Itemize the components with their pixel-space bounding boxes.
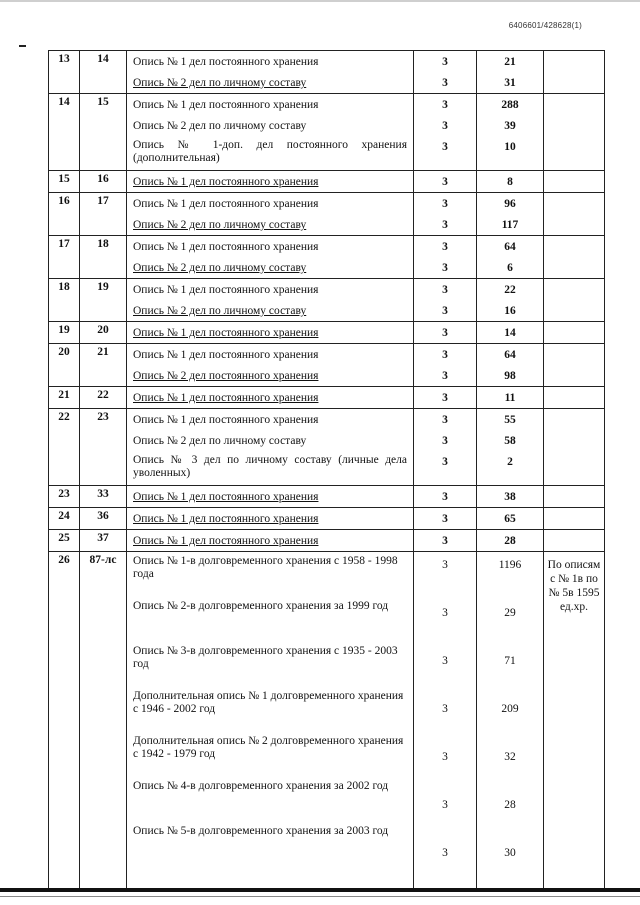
inventory-description: Опись № 1 дел постоянного хранения [133, 414, 319, 426]
copies-cell [414, 322, 477, 344]
inventory-cell [127, 193, 414, 236]
inventory-description: Опись № 1 дел постоянного хранения [133, 176, 319, 188]
storage-units-count: 2 [507, 456, 513, 468]
copies-count: 3 [442, 349, 448, 361]
storage-units-count: 10 [504, 141, 516, 153]
note-cell [544, 236, 605, 279]
table-row [49, 530, 605, 552]
row-number: 26 [49, 552, 80, 889]
inventory-cell [127, 322, 414, 344]
storage-units-count: 28 [504, 799, 516, 811]
copies-cell [414, 387, 477, 409]
table-row [49, 322, 605, 344]
row-number: 14 [49, 94, 80, 171]
note-cell [544, 51, 605, 94]
storage-units-count: 30 [504, 847, 516, 859]
row-number: 20 [49, 344, 80, 387]
copies-cell [414, 279, 477, 322]
row-number: 16 [49, 193, 80, 236]
archive-register-table [48, 50, 605, 889]
copies-cell [414, 51, 477, 94]
inventory-description: Дополнительная опись № 1 долговременного хранения с 1946 - 2002 год [133, 690, 404, 715]
inventory-description: Опись № 5-в долговременного хранения за 2003 год [133, 825, 389, 837]
copies-count: 3 [442, 751, 448, 763]
table-row [49, 94, 605, 171]
inventory-description: Опись № 2 дел постоянного хранения [133, 370, 319, 382]
storage-units-count: 98 [504, 370, 516, 382]
copies-cell [414, 344, 477, 387]
copies-count: 3 [442, 392, 448, 404]
copies-count: 3 [442, 799, 448, 811]
inventory-description: Опись № 1 дел постоянного хранения [133, 99, 319, 111]
units-cell [477, 279, 544, 322]
copies-count: 3 [442, 141, 448, 153]
fund-number: 15 [80, 94, 127, 171]
note-cell [544, 387, 605, 409]
inventory-cell [127, 486, 414, 508]
copies-count: 3 [442, 176, 448, 188]
units-cell [477, 552, 544, 889]
storage-units-count: 32 [504, 751, 516, 763]
row-number: 24 [49, 508, 80, 530]
row-number: 23 [49, 486, 80, 508]
storage-units-count: 55 [504, 414, 516, 426]
copies-count: 3 [442, 535, 448, 547]
scan-edge [0, 0, 640, 2]
units-cell [477, 486, 544, 508]
copies-count: 3 [442, 77, 448, 89]
inventory-description: Опись № 4-в долговременного хранения за 2002 год [133, 780, 389, 792]
inventory-cell [127, 171, 414, 193]
storage-units-count: 117 [501, 219, 519, 231]
storage-units-count: 8 [507, 176, 513, 188]
table-row [49, 279, 605, 322]
table-row [49, 387, 605, 409]
row-number: 18 [49, 279, 80, 322]
row-number: 22 [49, 409, 80, 486]
copies-cell [414, 552, 477, 889]
units-cell [477, 193, 544, 236]
inventory-description: Опись № 1-доп. дел постоянного хранения (дополнительная) [133, 139, 407, 164]
copies-count: 3 [442, 370, 448, 382]
margin-mark [19, 45, 26, 47]
copies-cell [414, 193, 477, 236]
note-cell [544, 171, 605, 193]
bottom-border [0, 888, 640, 892]
copies-cell [414, 409, 477, 486]
copies-count: 3 [442, 703, 448, 715]
units-cell [477, 236, 544, 279]
storage-units-count: 209 [501, 703, 519, 715]
inventory-description: Опись № 2 дел по личному составу [133, 435, 307, 447]
row-number: 15 [49, 171, 80, 193]
fund-number: 20 [80, 322, 127, 344]
table-row [49, 552, 605, 889]
inventory-description: Опись № 1 дел постоянного хранения [133, 284, 319, 296]
copies-count: 3 [442, 241, 448, 253]
units-cell [477, 508, 544, 530]
copies-count: 3 [442, 327, 448, 339]
inventory-description: Опись № 1 дел постоянного хранения [133, 198, 319, 210]
fund-number: 23 [80, 409, 127, 486]
inventory-cell [127, 552, 414, 889]
register-body [49, 51, 605, 889]
row-number: 19 [49, 322, 80, 344]
fund-number: 22 [80, 387, 127, 409]
note-cell [544, 193, 605, 236]
storage-units-count: 1196 [498, 559, 522, 571]
inventory-cell [127, 409, 414, 486]
copies-count: 3 [442, 513, 448, 525]
storage-units-count: 71 [504, 655, 516, 667]
table-row [49, 236, 605, 279]
inventory-description: Опись № 1 дел постоянного хранения [133, 392, 319, 404]
copies-cell [414, 508, 477, 530]
storage-units-count: 288 [501, 99, 519, 111]
note-cell [544, 322, 605, 344]
units-cell [477, 530, 544, 552]
note-cell [544, 409, 605, 486]
inventory-description: Опись № 1 дел постоянного хранения [133, 349, 319, 361]
storage-units-count: 6 [507, 262, 513, 274]
storage-units-count: 64 [504, 241, 516, 253]
inventory-description: Дополнительная опись № 2 долговременного хранения с 1942 - 1979 год [133, 735, 404, 760]
units-cell [477, 344, 544, 387]
inventory-description: Опись № 1 дел постоянного хранения [133, 491, 319, 503]
storage-units-count: 65 [504, 513, 516, 525]
table-row [49, 508, 605, 530]
storage-units-count: 16 [504, 305, 516, 317]
row-number: 21 [49, 387, 80, 409]
inventory-description: Опись № 1 дел постоянного хранения [133, 513, 319, 525]
inventory-cell [127, 279, 414, 322]
copies-count: 3 [442, 456, 448, 468]
inventory-description: Опись № 2 дел по личному составу [133, 120, 307, 132]
storage-units-count: 96 [504, 198, 516, 210]
table-row [49, 193, 605, 236]
units-cell [477, 409, 544, 486]
units-cell [477, 51, 544, 94]
copies-count: 3 [442, 262, 448, 274]
inventory-description: Опись № 1-в долговременного хранения с 1958 - 1998 года [133, 555, 398, 580]
fund-number: 14 [80, 51, 127, 94]
fund-number: 21 [80, 344, 127, 387]
fund-number: 87-лс [80, 552, 127, 889]
inventory-description: Опись № 2 дел по личному составу [133, 219, 307, 231]
inventory-cell [127, 236, 414, 279]
copies-cell [414, 171, 477, 193]
row-number: 25 [49, 530, 80, 552]
copies-count: 3 [442, 414, 448, 426]
inventory-cell [127, 508, 414, 530]
fund-number: 19 [80, 279, 127, 322]
storage-units-count: 64 [504, 349, 516, 361]
copies-count: 3 [442, 435, 448, 447]
storage-units-count: 29 [504, 607, 516, 619]
fund-number: 17 [80, 193, 127, 236]
fund-number: 36 [80, 508, 127, 530]
table-row [49, 51, 605, 94]
units-cell [477, 322, 544, 344]
document-id: 6406601/428628(1) [508, 21, 582, 30]
copies-count: 3 [442, 491, 448, 503]
storage-units-count: 14 [504, 327, 516, 339]
inventory-description: Опись № 1 дел постоянного хранения [133, 535, 319, 547]
fund-number: 18 [80, 236, 127, 279]
copies-count: 3 [442, 219, 448, 231]
fund-number: 16 [80, 171, 127, 193]
units-cell [477, 94, 544, 171]
copies-count: 3 [442, 120, 448, 132]
copies-count: 3 [442, 284, 448, 296]
inventory-description: Опись № 3-в долговременного хранения с 1935 - 2003 год [133, 645, 398, 670]
copies-cell [414, 236, 477, 279]
storage-units-count: 28 [504, 535, 516, 547]
summary-note: По описям с № 1в по № 5в 1595 ед.хр. [544, 552, 605, 889]
inventory-description: Опись № 2 дел по личному составу [133, 262, 307, 274]
table-row [49, 344, 605, 387]
storage-units-count: 21 [504, 56, 516, 68]
storage-units-count: 11 [504, 392, 516, 404]
copies-cell [414, 530, 477, 552]
copies-count: 3 [442, 559, 448, 571]
note-cell [544, 94, 605, 171]
inventory-cell [127, 94, 414, 171]
storage-units-count: 58 [504, 435, 516, 447]
copies-count: 3 [442, 607, 448, 619]
copies-count: 3 [442, 56, 448, 68]
note-cell [544, 344, 605, 387]
inventory-description: Опись № 1 дел постоянного хранения [133, 56, 319, 68]
note-cell [544, 508, 605, 530]
storage-units-count: 22 [504, 284, 516, 296]
inventory-cell [127, 51, 414, 94]
copies-count: 3 [442, 655, 448, 667]
inventory-cell [127, 387, 414, 409]
inventory-description: Опись № 1 дел постоянного хранения [133, 327, 319, 339]
units-cell [477, 387, 544, 409]
fund-number: 37 [80, 530, 127, 552]
copies-count: 3 [442, 847, 448, 859]
storage-units-count: 39 [504, 120, 516, 132]
inventory-description: Опись № 2 дел по личному составу [133, 77, 307, 89]
note-cell [544, 530, 605, 552]
copies-count: 3 [442, 305, 448, 317]
row-number: 13 [49, 51, 80, 94]
copies-count: 3 [442, 99, 448, 111]
inventory-description: Опись № 2 дел по личному составу [133, 305, 307, 317]
storage-units-count: 38 [504, 491, 516, 503]
bottom-border-thin [0, 896, 640, 897]
inventory-description: Опись № 3 дел по личному составу (личные дела уволенных) [133, 454, 407, 479]
fund-number: 33 [80, 486, 127, 508]
inventory-cell [127, 530, 414, 552]
note-cell [544, 486, 605, 508]
table-row [49, 409, 605, 486]
inventory-description: Опись № 1 дел постоянного хранения [133, 241, 319, 253]
inventory-cell [127, 344, 414, 387]
table-row [49, 486, 605, 508]
note-cell [544, 279, 605, 322]
copies-count: 3 [442, 198, 448, 210]
table-row [49, 171, 605, 193]
row-number: 17 [49, 236, 80, 279]
copies-cell [414, 94, 477, 171]
copies-cell [414, 486, 477, 508]
storage-units-count: 31 [504, 77, 516, 89]
units-cell [477, 171, 544, 193]
inventory-description: Опись № 2-в долговременного хранения за 1999 год [133, 600, 389, 612]
